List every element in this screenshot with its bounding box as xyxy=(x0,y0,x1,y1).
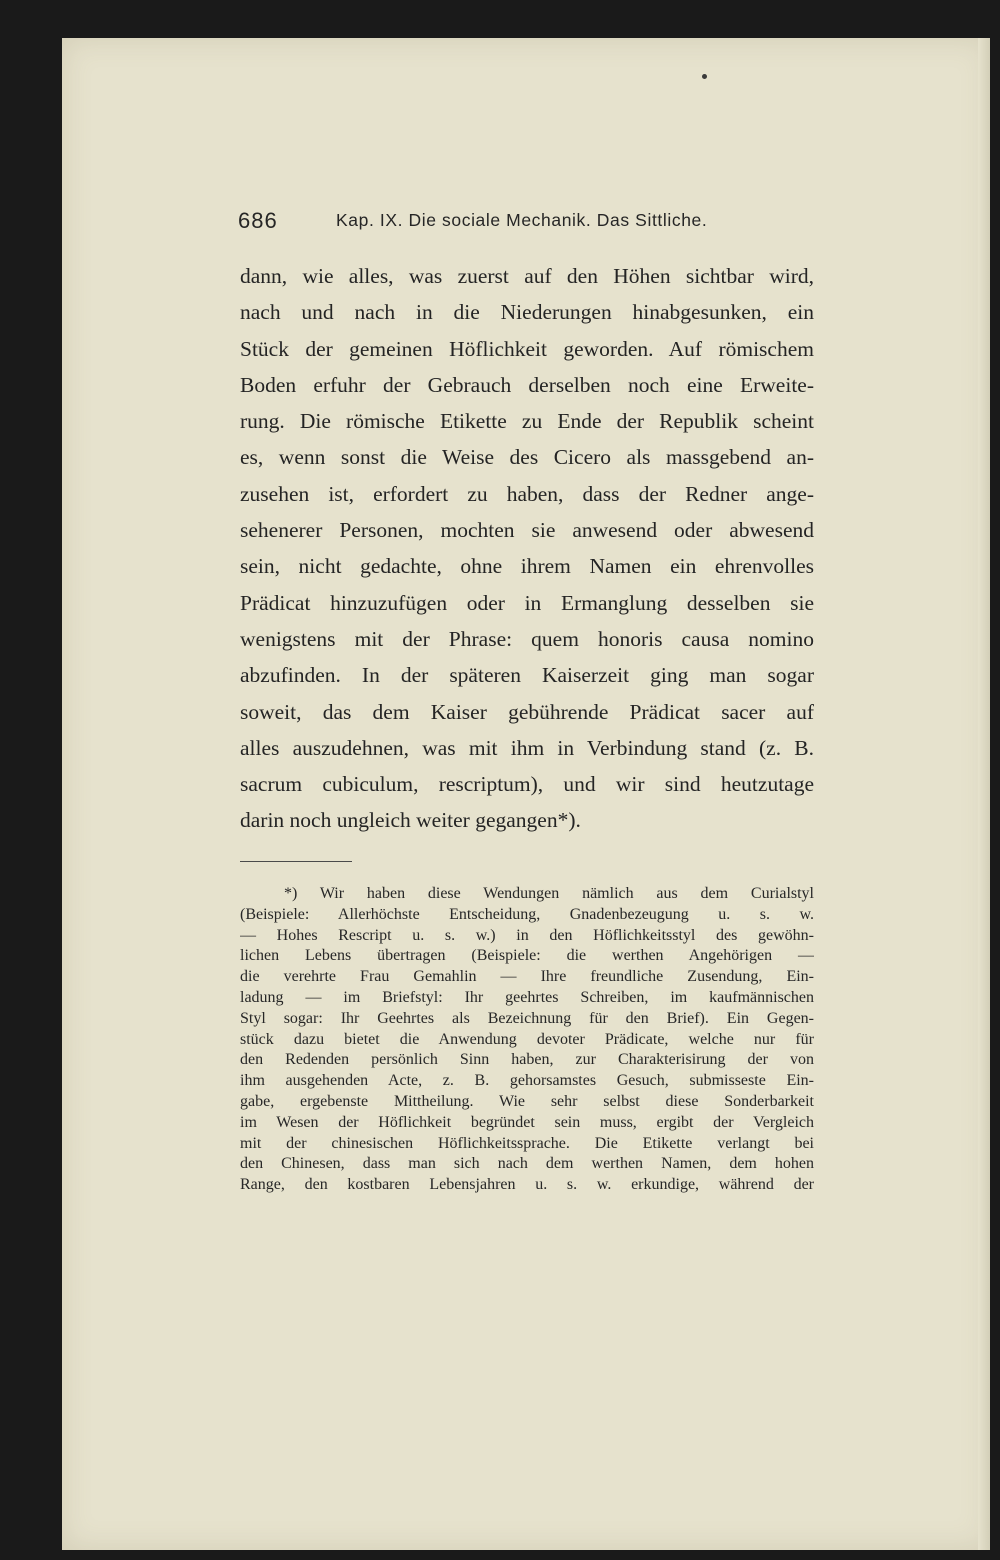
text-line: abzufinden. In der späteren Kaiserzeit ging man sogar xyxy=(240,663,814,688)
text-line: sein, nicht gedachte, ohne ihrem Namen ein ehrenvolles xyxy=(240,554,814,579)
text-line: dann, wie alles, was zuerst auf den Höhen sichtbar wird, xyxy=(240,264,814,288)
text-line: nach und nach in die Niederungen hinabgesunken, ein xyxy=(240,300,814,325)
footnote-line: den Redenden persönlich Sinn haben, zur Charakterisirung der von xyxy=(240,1051,814,1069)
footnote-line: gabe, ergebenste Mittheilung. Wie sehr selbst diese Sonderbarkeit xyxy=(240,1092,814,1110)
text-line: darin noch ungleich weiter gegangen*). xyxy=(240,808,581,833)
text-line: wenigstens mit der Phrase: quem honoris causa nomino xyxy=(240,626,814,651)
footnote-line: lichen Lebens übertragen (Beispiele: die werthen Angehörigen — xyxy=(240,947,814,965)
footnote-line: ihm ausgehenden Acte, z. B. gehorsamstes Gesuch, submisseste Ein- xyxy=(240,1072,814,1090)
text-line: Prädicat hinzuzufügen oder in Ermanglung desselben sie xyxy=(240,590,814,615)
footnote-line: die verehrte Frau Gemahlin — Ihre freundliche Zusendung, Ein- xyxy=(240,968,814,986)
footnote-separator xyxy=(240,861,352,862)
text-line: Boden erfuhr der Gebrauch derselben noch eine Erweite- xyxy=(240,372,814,397)
footnote-line: stück dazu bietet die Anwendung devoter Prädicate, welche nur für xyxy=(240,1030,814,1048)
text-line: rung. Die römische Etikette zu Ende der Republik scheint xyxy=(240,409,814,434)
page-number: 686 xyxy=(238,208,278,233)
text-line: Stück der gemeinen Höflichkeit geworden. Auf römischem xyxy=(240,336,814,361)
footnote-line: — Hohes Rescript u. s. w.) in den Höflichkeitsstyl des gewöhn- xyxy=(240,926,814,944)
running-header xyxy=(238,208,798,242)
main-text xyxy=(240,258,814,839)
page-edge xyxy=(978,38,990,1550)
text-line: es, wenn sonst die Weise des Cicero als massgebend an- xyxy=(240,445,814,470)
text-line: sacrum cubiculum, rescriptum), und wir sind heutzutage xyxy=(240,772,814,797)
footnote-line: *) Wir haben diese Wendungen nämlich aus dem Curialstyl xyxy=(284,885,814,902)
footnote-line: ladung — im Briefstyl: Ihr geehrtes Schreiben, im kaufmännischen xyxy=(240,988,814,1006)
text-line: sehenerer Personen, mochten sie anwesend oder abwesend xyxy=(240,518,814,543)
footnote-line: den Chinesen, dass man sich nach dem werthen Namen, dem hohen xyxy=(240,1155,814,1173)
running-title: Kap. IX. Die sociale Mechanik. Das Sittliche. xyxy=(336,210,708,230)
ink-speck xyxy=(702,74,707,79)
text-line: zusehen ist, erfordert zu haben, dass der Redner ange- xyxy=(240,481,814,506)
footnote-line: (Beispiele: Allerhöchste Entscheidung, Gnadenbezeugung u. s. w. xyxy=(240,905,814,923)
footnote-line: mit der chinesischen Höflichkeitssprache. Die Etikette verlangt bei xyxy=(240,1134,814,1152)
footnote xyxy=(240,884,814,1196)
footnote-line: Range, den kostbaren Lebensjahren u. s. w. erkundige, während der xyxy=(240,1176,814,1194)
text-line: alles auszudehnen, was mit ihm in Verbindung stand (z. B. xyxy=(240,735,814,760)
footnote-line: Styl sogar: Ihr Geehrtes als Bezeichnung für den Brief). Ein Gegen- xyxy=(240,1009,814,1027)
footnote-line: im Wesen der Höflichkeit begründet sein muss, ergibt der Vergleich xyxy=(240,1113,814,1131)
text-line: soweit, das dem Kaiser gebührende Prädicat sacer auf xyxy=(240,699,814,724)
